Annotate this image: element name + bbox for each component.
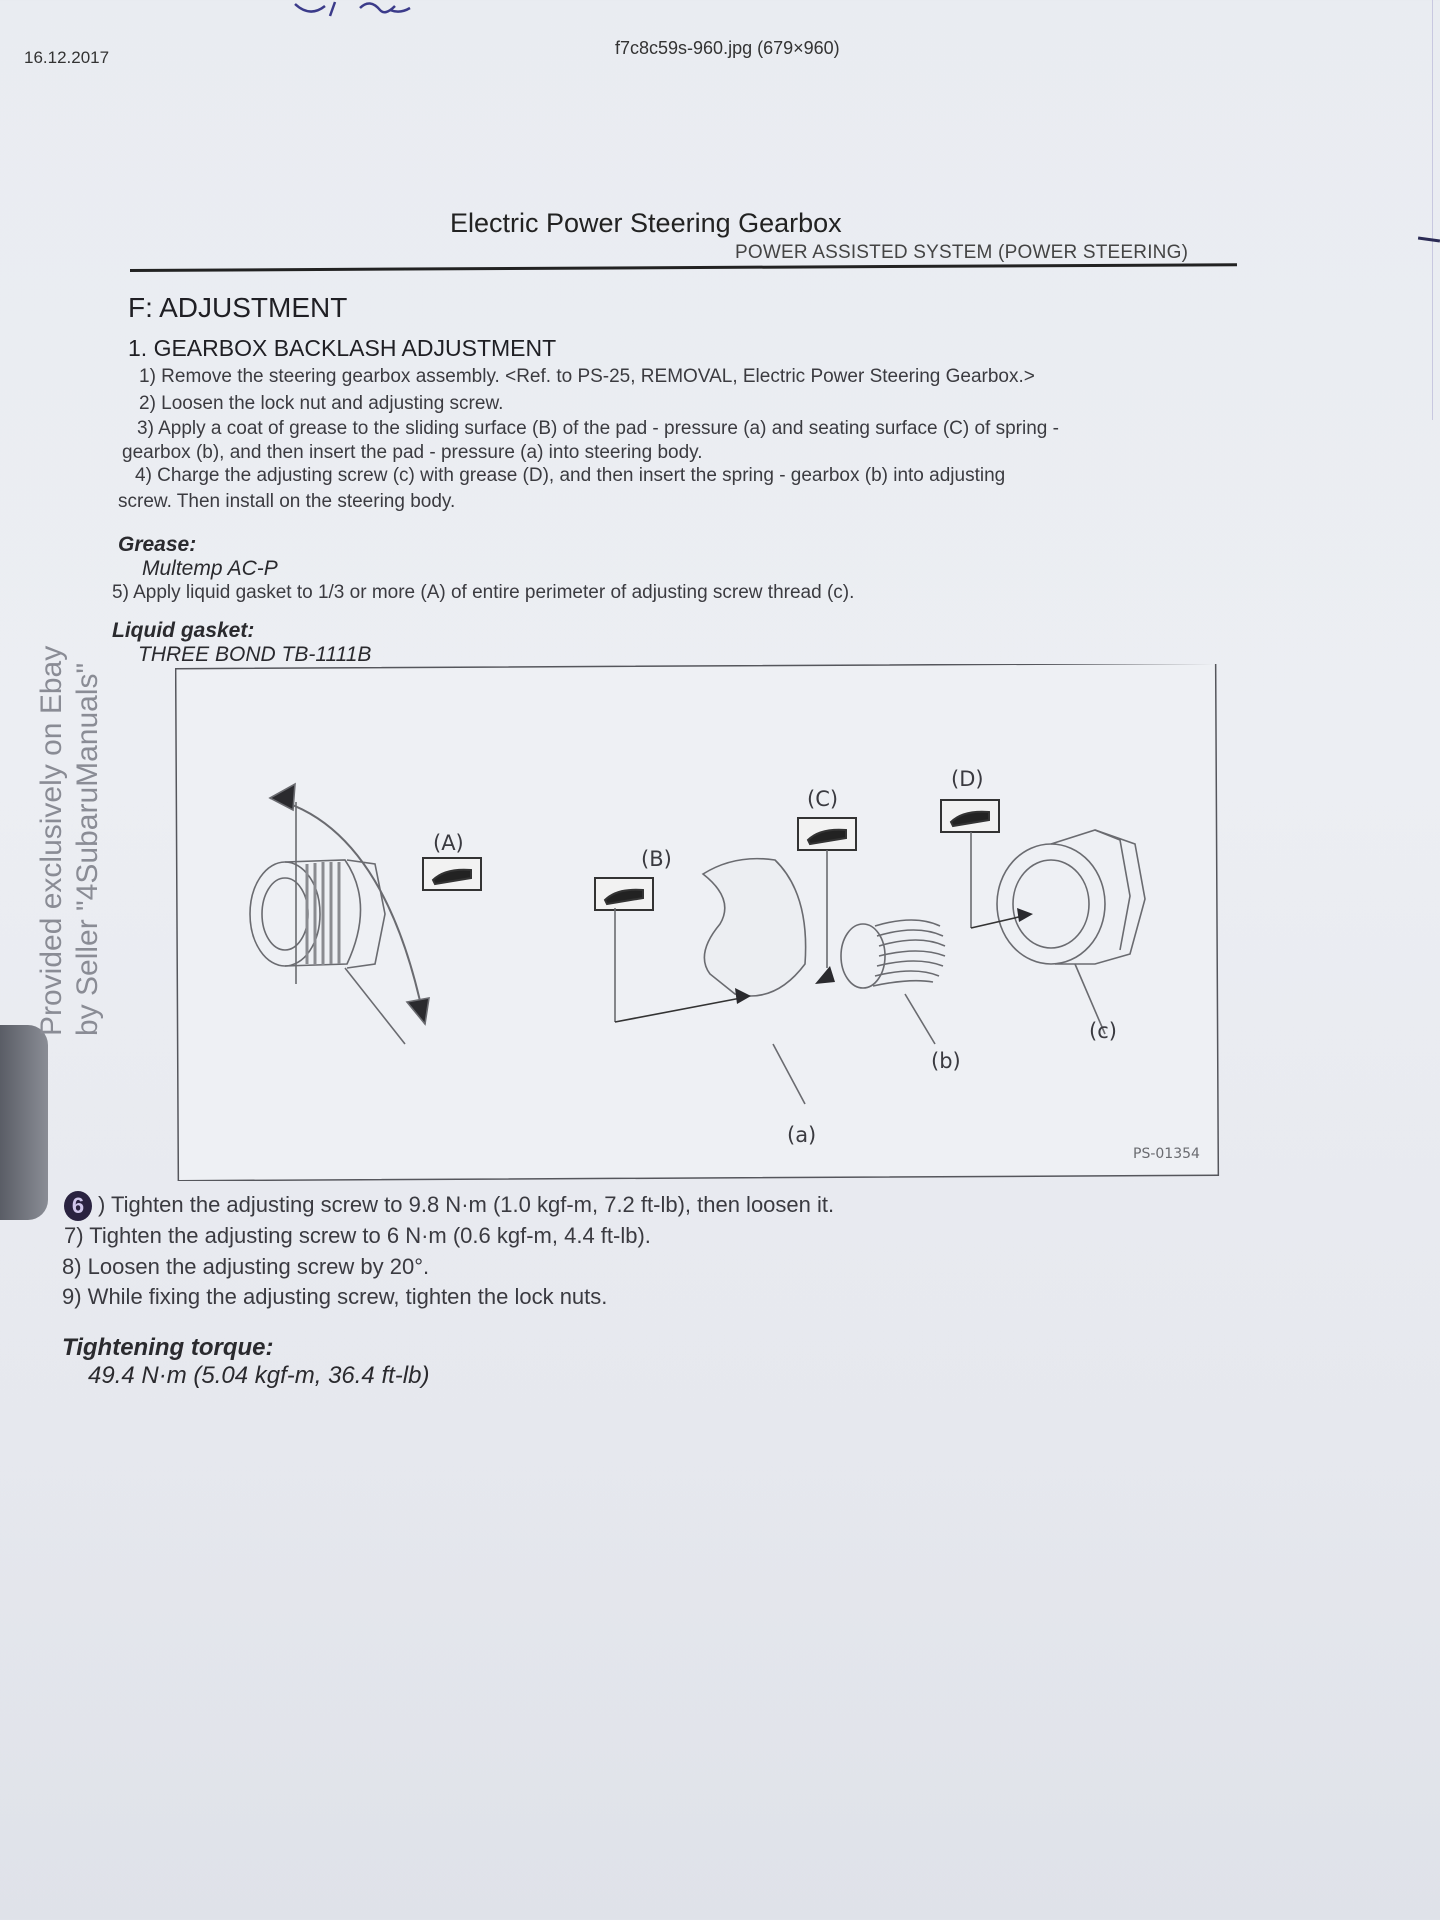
step-3: 3) Apply a coat of grease to the sliding surface (B) of the pad - pressure (a) and seating surface (C) of spring - <box>137 418 1059 439</box>
print-date: 16.12.2017 <box>24 48 110 67</box>
step-2: 2) Loosen the lock nut and adjusting screw. <box>139 393 504 414</box>
label-a: (a) <box>787 1123 817 1147</box>
step-4-cont: screw. Then install on the steering body. <box>118 491 456 512</box>
grease-icon-D <box>941 800 999 832</box>
subsection-title: 1. GEARBOX BACKLASH ADJUSTMENT <box>128 335 557 361</box>
gasket-label: Liquid gasket: <box>112 619 255 642</box>
label-c: (c) <box>1089 1019 1117 1043</box>
handwriting-scribble <box>290 0 470 18</box>
step-1: 1) Remove the steering gearbox assembly. <Ref. to PS-25, REMOVAL, Electric Power Steering Gearbox.> <box>139 366 1035 387</box>
step-3-cont: gearbox (b), and then insert the pad - pressure (a) into steering body. <box>122 442 703 463</box>
step-7: 7) Tighten the adjusting screw to 6 N·m (0.6 kgf-m, 4.4 ft-lb). <box>64 1223 651 1248</box>
label-b: (b) <box>931 1049 961 1073</box>
watermark-line-1: Provided exclusively on Ebay <box>35 645 68 1036</box>
torque-value: 49.4 N·m (5.04 kgf-m, 36.4 ft-lb) <box>88 1362 430 1389</box>
grease-icon-A <box>423 858 481 890</box>
section-title: F: ADJUSTMENT <box>128 292 348 323</box>
left-edge-device <box>0 1025 48 1220</box>
grease-icon-B <box>595 878 653 910</box>
step-4: 4) Charge the adjusting screw (c) with grease (D), and then insert the spring - gearbox (b) into adjusting <box>135 465 1006 486</box>
grease-icon-C <box>798 818 856 850</box>
step-6-marker: 6 <box>64 1191 92 1221</box>
title-rule <box>130 263 1237 272</box>
gearbox-diagram <box>175 664 1220 1181</box>
label-A: (A) <box>433 831 464 855</box>
gasket-value: THREE BOND TB-1111B <box>138 643 372 666</box>
watermark-line-2: by Seller "4SubaruManuals" <box>71 662 104 1036</box>
step-8: 8) Loosen the adjusting screw by 20°. <box>62 1254 430 1279</box>
page-subtitle: POWER ASSISTED SYSTEM (POWER STEERING) <box>735 242 1189 263</box>
grease-value: Multemp AC-P <box>142 557 278 580</box>
step-9: 9) While fixing the adjusting screw, tighten the lock nuts. <box>62 1284 608 1309</box>
figure-code: PS-01354 <box>1133 1146 1200 1162</box>
torque-label: Tightening torque: <box>62 1334 274 1361</box>
label-B: (B) <box>641 847 672 871</box>
label-C: (C) <box>807 787 839 811</box>
right-edge-paper <box>1432 0 1440 420</box>
step-5: 5) Apply liquid gasket to 1/3 or more (A) of entire perimeter of adjusting screw thread (c). <box>112 582 855 603</box>
page-title: Electric Power Steering Gearbox <box>450 208 842 238</box>
seller-watermark <box>34 576 106 1036</box>
grease-label: Grease: <box>118 533 197 556</box>
print-filename: f7c8c59s-960.jpg (679×960) <box>615 38 840 58</box>
label-D: (D) <box>951 767 984 791</box>
step-6: ) Tighten the adjusting screw to 9.8 N·m (1.0 kgf-m, 7.2 ft-lb), then loosen it. <box>98 1192 835 1217</box>
